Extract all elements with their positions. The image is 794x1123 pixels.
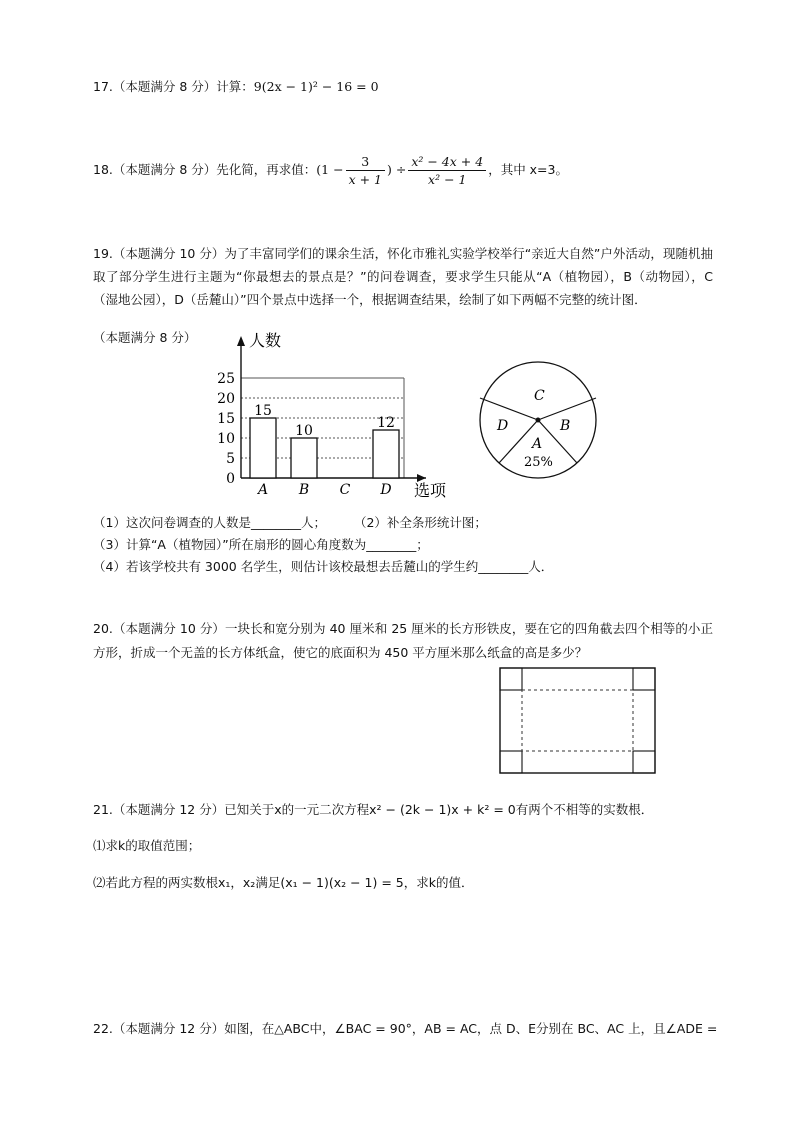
x-category-C: C [339, 482, 351, 498]
q19-sub-2: （2）补全条形统计图； [353, 515, 487, 530]
q18-f1-denominator: x + 1 [348, 172, 382, 187]
x-category-D: D [380, 482, 392, 498]
pie-center-dot [536, 418, 541, 423]
y-tick-label-20: 20 [217, 391, 235, 407]
q19-sub-1: （1）这次问卷调查的人数是________人； [93, 515, 326, 530]
y-tick-label-15: 15 [217, 411, 235, 427]
data-label-B: 10 [295, 423, 313, 439]
question-20-text: 20.（本题满分 10 分）一块长和宽分别为 40 厘米和 25 厘米的长方形铁皮，要在它的四角截去四个相等的小正方形，折成一个无盖的长方体纸盒，使它的底面积为 450 平方厘米那么纸盒的高是多少？ [93, 621, 713, 660]
q21-part-1: ⑴求k的取值范围； [93, 838, 201, 853]
corner-square-br [633, 751, 655, 773]
pie-a-percent: 25% [524, 455, 553, 470]
pie-divider-cb [538, 398, 596, 420]
pie-chart [468, 358, 608, 488]
y-axis-label: 人数 [249, 331, 282, 350]
y-tick-label-25: 25 [217, 371, 235, 387]
pie-label-b: B [560, 418, 571, 434]
q18-mid: ) ÷ [387, 162, 407, 177]
question-17 [93, 76, 379, 98]
q19-score-note: （本题满分 8 分） [93, 330, 197, 345]
q18-fraction-2 [408, 153, 486, 188]
pie-label-d: D [497, 418, 509, 434]
question-22-text: 22.（本题满分 12 分）如图，在△ABC中，∠BAC = 90°，AB = AC，点 D、E分别在 BC、AC 上，且∠ADE = [93, 1021, 718, 1036]
q18-f1-numerator: 3 [346, 153, 385, 171]
bar-A [250, 418, 276, 478]
q18-f2-denominator: x² − 1 [428, 172, 467, 187]
q19-sub-3: （3）计算“A（植物园）”所在扇形的圆心角度数为________； [93, 537, 429, 552]
corner-square-bl [500, 751, 522, 773]
y-tick-label-10: 10 [217, 431, 235, 447]
bar-D [373, 430, 399, 478]
y-tick-label-0: 0 [226, 471, 235, 487]
q17-expression: 9(2x − 1)² − 16 = 0 [253, 79, 379, 94]
x-axis-label: 选项 [414, 481, 447, 498]
data-label-A: 15 [254, 403, 272, 419]
x-category-A: A [257, 482, 269, 498]
box-net-figure [498, 666, 658, 776]
y-axis-arrow [237, 336, 245, 346]
x-category-B: B [298, 482, 310, 498]
question-19-text: 19.（本题满分 10 分）为了丰富同学们的课余生活，怀化市雅礼实验学校举行“亲近大自然”户外活动，现随机抽取了部分学生进行主题为“你最想去的景点是？”的问卷调查，要求学生只能从“A（植物园），B（动物园），C（湿地公园），D（岳麓山）”四个景点中选择一个，根据调查结果，绘制了如下两幅不完整的统计图． [93, 246, 713, 307]
q18-fraction-1 [346, 153, 385, 188]
q18-suffix: ，其中 x=3。 [488, 162, 568, 177]
q17-prefix: 17.（本题满分 8 分）计算： [93, 79, 254, 94]
pie-label-a: A [532, 436, 543, 452]
q21-part-2: ⑵若此方程的两实数根x₁，x₂满足(x₁ − 1)(x₂ − 1) = 5，求k的值． [93, 875, 474, 890]
fold-line [522, 690, 633, 751]
bar-B [291, 438, 317, 478]
corner-square-tr [633, 668, 655, 690]
question-21-text: 21.（本题满分 12 分）已知关于x的一元二次方程x² − (2k − 1)x + k² = 0有两个不相等的实数根． [93, 802, 654, 817]
q19-sub-4: （4）若该学校共有 3000 名学生，则估计该校最想去岳麓山的学生约________人． [93, 559, 554, 574]
question-18 [93, 152, 568, 188]
pie-label-c: C [534, 388, 545, 404]
data-label-D: 12 [377, 415, 395, 431]
q18-open: (1 − [316, 162, 344, 177]
q19-sub-1-2 [93, 513, 487, 533]
y-tick-label-5: 5 [226, 451, 235, 467]
pie-divider-cd [480, 398, 538, 420]
sheet-outline [500, 668, 655, 773]
q18-prefix: 18.（本题满分 8 分）先化简，再求值： [93, 162, 317, 177]
bar-chart [205, 330, 465, 498]
q18-f2-numerator: x² − 4x + 4 [408, 153, 486, 171]
corner-square-tl [500, 668, 522, 690]
